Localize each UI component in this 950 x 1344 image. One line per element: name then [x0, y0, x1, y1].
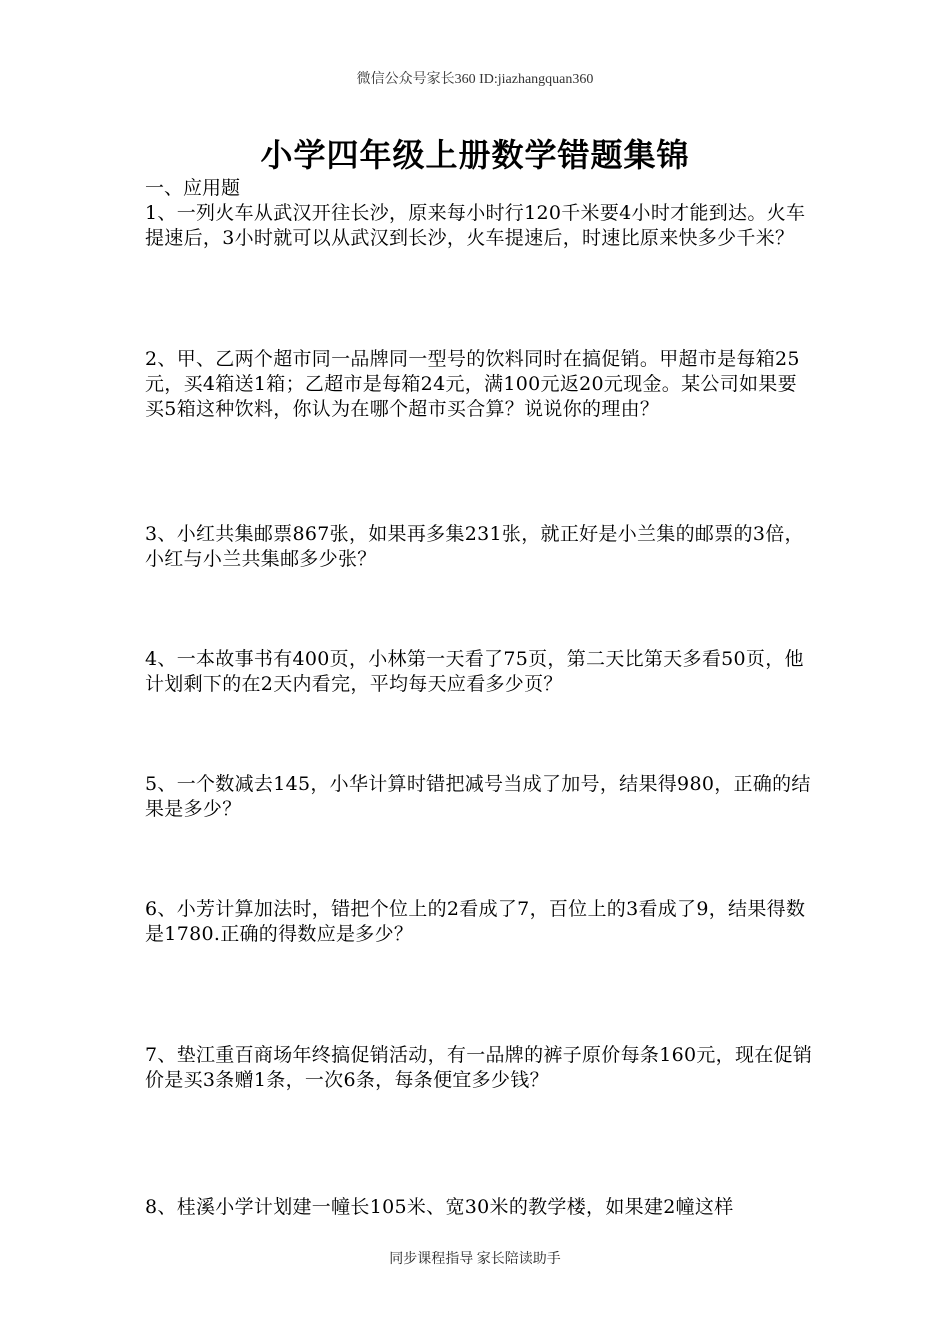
page-footer-note: 同步课程指导 家长陪读助手: [389, 1252, 561, 1267]
page-title: 小学四年级上册数学错题集锦: [260, 136, 690, 174]
page-header-note: 微信公众号家长360 ID:jiazhangquan360: [356, 72, 594, 87]
question-5: 5、一个数减去145，小华计算时错把减号当成了加号，结果得980，正确的结果是多少？: [145, 773, 811, 820]
question-8: 8、桂溪小学计划建一幢长105米、宽30米的教学楼，如果建2幢这样: [145, 1196, 734, 1218]
question-6: 6、小芳计算加法时，错把个位上的2看成了7，百位上的3看成了9，结果得数是1780.正确的得数应是多少？: [145, 898, 806, 945]
question-7: 7、垫江重百商场年终搞促销活动，有一品牌的裤子原价每条160元，现在促销价是买3条赠1条，一次6条，每条便宜多少钱？: [145, 1044, 813, 1091]
question-1: 1、一列火车从武汉开往长沙，原来每小时行120千米要4小时才能到达。火车提速后，3小时就可以从武汉到长沙，火车提速后，时速比原来快多少千米？: [145, 202, 806, 249]
section-heading: 一、应用题: [145, 177, 241, 199]
question-2: 2、甲、乙两个超市同一品牌同一型号的饮料同时在搞促销。甲超市是每箱25元，买4箱送1箱；乙超市是每箱24元，满100元返20元现金。某公司如果要买5箱这种饮料，你认为在哪个超市买合算？说说你的理由？: [145, 348, 800, 420]
question-3: 3、小红共集邮票867张，如果再多集231张，就正好是小兰集的邮票的3倍，小红与小兰共集邮多少张？: [145, 523, 804, 570]
question-4: 4、一本故事书有400页，小林第一天看了75页，第二天比第天多看50页，他计划剩下的在2天内看完，平均每天应看多少页？: [145, 648, 804, 695]
